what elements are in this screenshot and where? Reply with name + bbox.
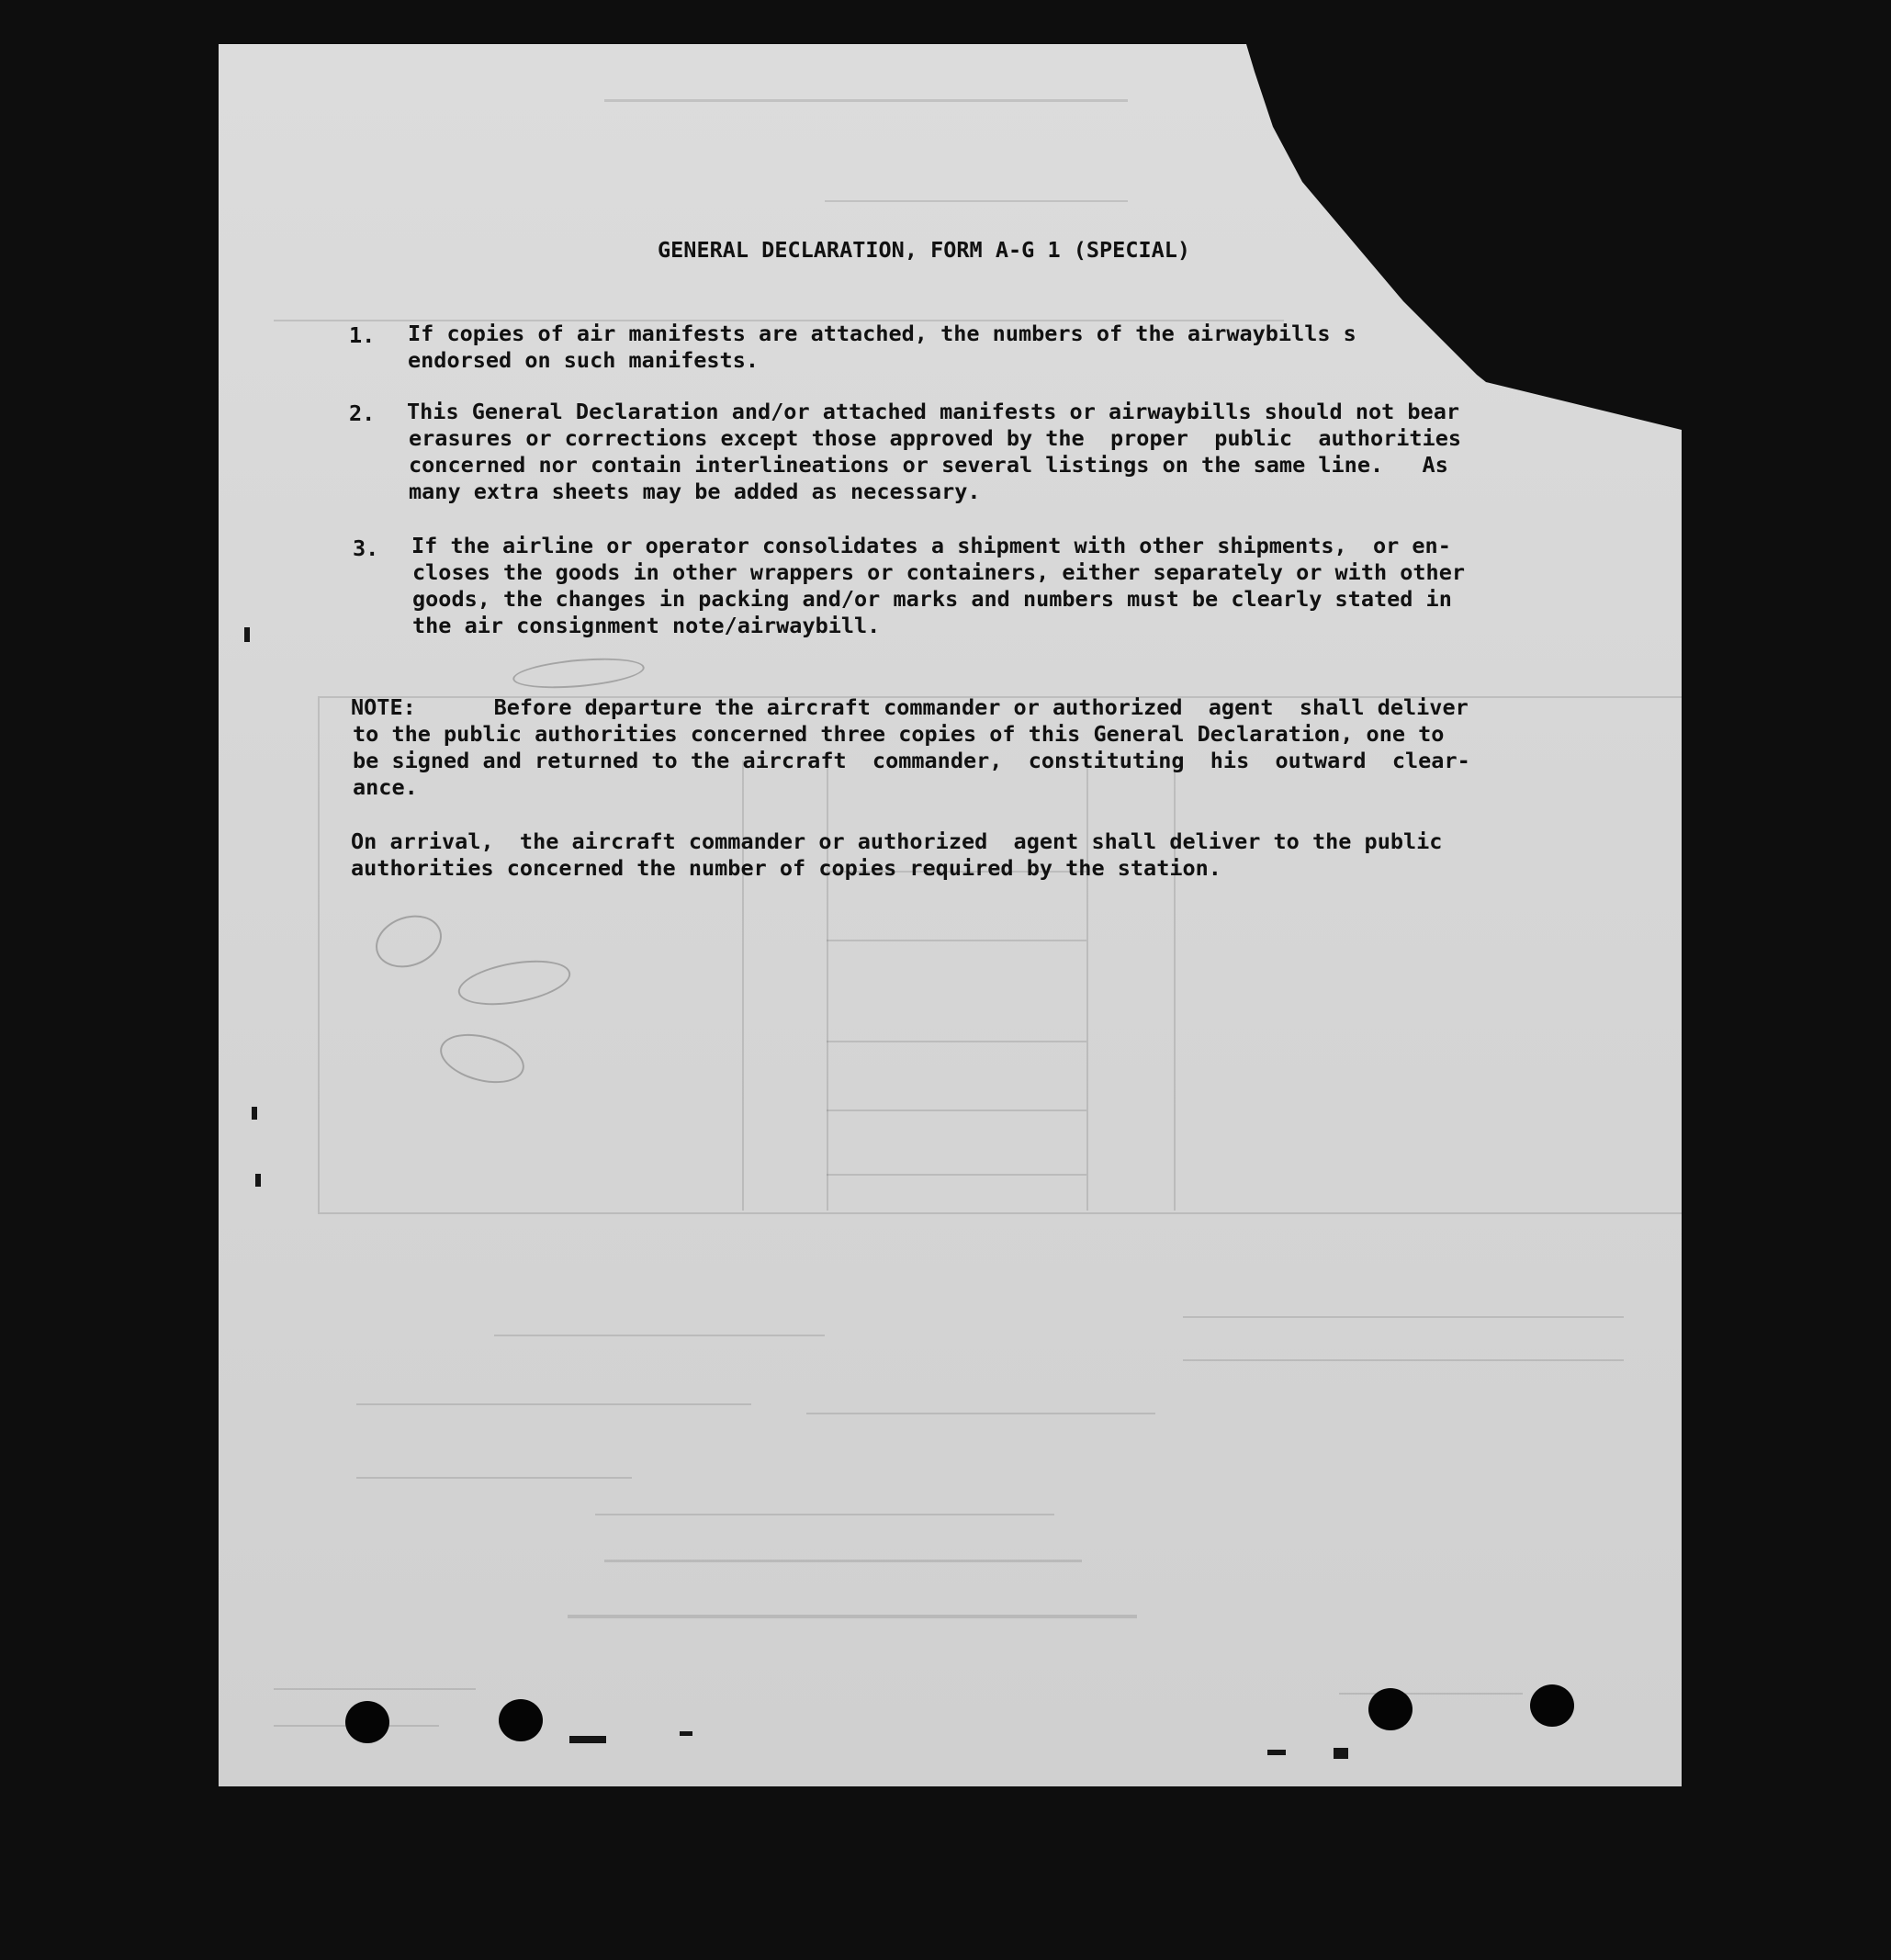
speck-mark xyxy=(1267,1750,1286,1755)
ghost-row-line xyxy=(604,99,1128,102)
note-line: be signed and returned to the aircraft commander, constituting his outward clear- xyxy=(353,748,1470,773)
speck-mark xyxy=(255,1174,261,1187)
ghost-row-line xyxy=(568,1615,1137,1618)
page-title: GENERAL DECLARATION, FORM A-G 1 (SPECIAL) xyxy=(658,237,1191,263)
ghost-row-line xyxy=(494,1335,825,1336)
instruction-line: endorsed on such manifests. xyxy=(408,347,760,373)
ghost-row-line xyxy=(356,1403,751,1405)
instruction-line: If copies of air manifests are attached, the numbers of the airwaybills s xyxy=(408,321,1356,346)
punch-hole xyxy=(345,1701,389,1743)
punch-hole xyxy=(1530,1684,1574,1727)
ghost-row-line xyxy=(827,940,1086,941)
speck-mark xyxy=(1334,1748,1348,1759)
ghost-row-line xyxy=(825,200,1128,202)
ghost-row-line xyxy=(827,1110,1086,1111)
instruction-line: the air consignment note/airwaybill. xyxy=(412,613,881,638)
instruction-line: If the airline or operator consolidates a shipment with other shipments, or en- xyxy=(411,533,1451,558)
ghost-row-line xyxy=(1339,1693,1523,1695)
speck-mark xyxy=(244,627,250,642)
instruction-line: goods, the changes in packing and/or marks and numbers must be clearly stated in xyxy=(412,586,1452,612)
speck-mark xyxy=(680,1731,692,1736)
note-line: to the public authorities concerned three copies of this General Declaration, one to xyxy=(353,721,1445,747)
ghost-row-line xyxy=(827,1174,1086,1176)
instruction-number: 3. xyxy=(353,535,379,561)
punch-hole xyxy=(499,1699,543,1741)
pencil-mark xyxy=(512,654,646,693)
ghost-row-line xyxy=(806,1413,1155,1414)
instruction-line: This General Declaration and/or attached manifests or airwaybills should not bear xyxy=(407,399,1460,424)
arrival-line: On arrival, the aircraft commander or authorized agent shall deliver to the public xyxy=(351,828,1443,854)
instruction-line: closes the goods in other wrappers or containers, either separately or with other xyxy=(412,559,1466,585)
instruction-line: concerned nor contain interlineations or several listings on the same line. As xyxy=(409,452,1448,478)
ghost-row-line xyxy=(1183,1359,1624,1361)
ghost-row-line xyxy=(595,1514,1054,1515)
ghost-row-line xyxy=(604,1560,1082,1562)
instruction-line: many extra sheets may be added as necessary. xyxy=(409,479,981,504)
paper-sheet xyxy=(219,44,1682,1786)
ghost-row-line xyxy=(1183,1316,1624,1318)
instruction-number: 1. xyxy=(349,322,376,348)
speck-mark xyxy=(569,1736,606,1743)
arrival-line: authorities concerned the number of copies required by the station. xyxy=(351,855,1221,881)
punch-hole xyxy=(1368,1688,1413,1730)
note-line: NOTE: Before departure the aircraft commander or authorized agent shall deliver xyxy=(351,694,1469,720)
ghost-row-line xyxy=(274,1688,476,1690)
note-line: ance. xyxy=(353,774,418,800)
instruction-number: 2. xyxy=(349,400,376,426)
ghost-row-line xyxy=(356,1477,632,1479)
ghost-row-line xyxy=(827,1041,1086,1042)
instruction-line: erasures or corrections except those approved by the proper public authorities xyxy=(409,425,1462,451)
speck-mark xyxy=(252,1107,257,1120)
